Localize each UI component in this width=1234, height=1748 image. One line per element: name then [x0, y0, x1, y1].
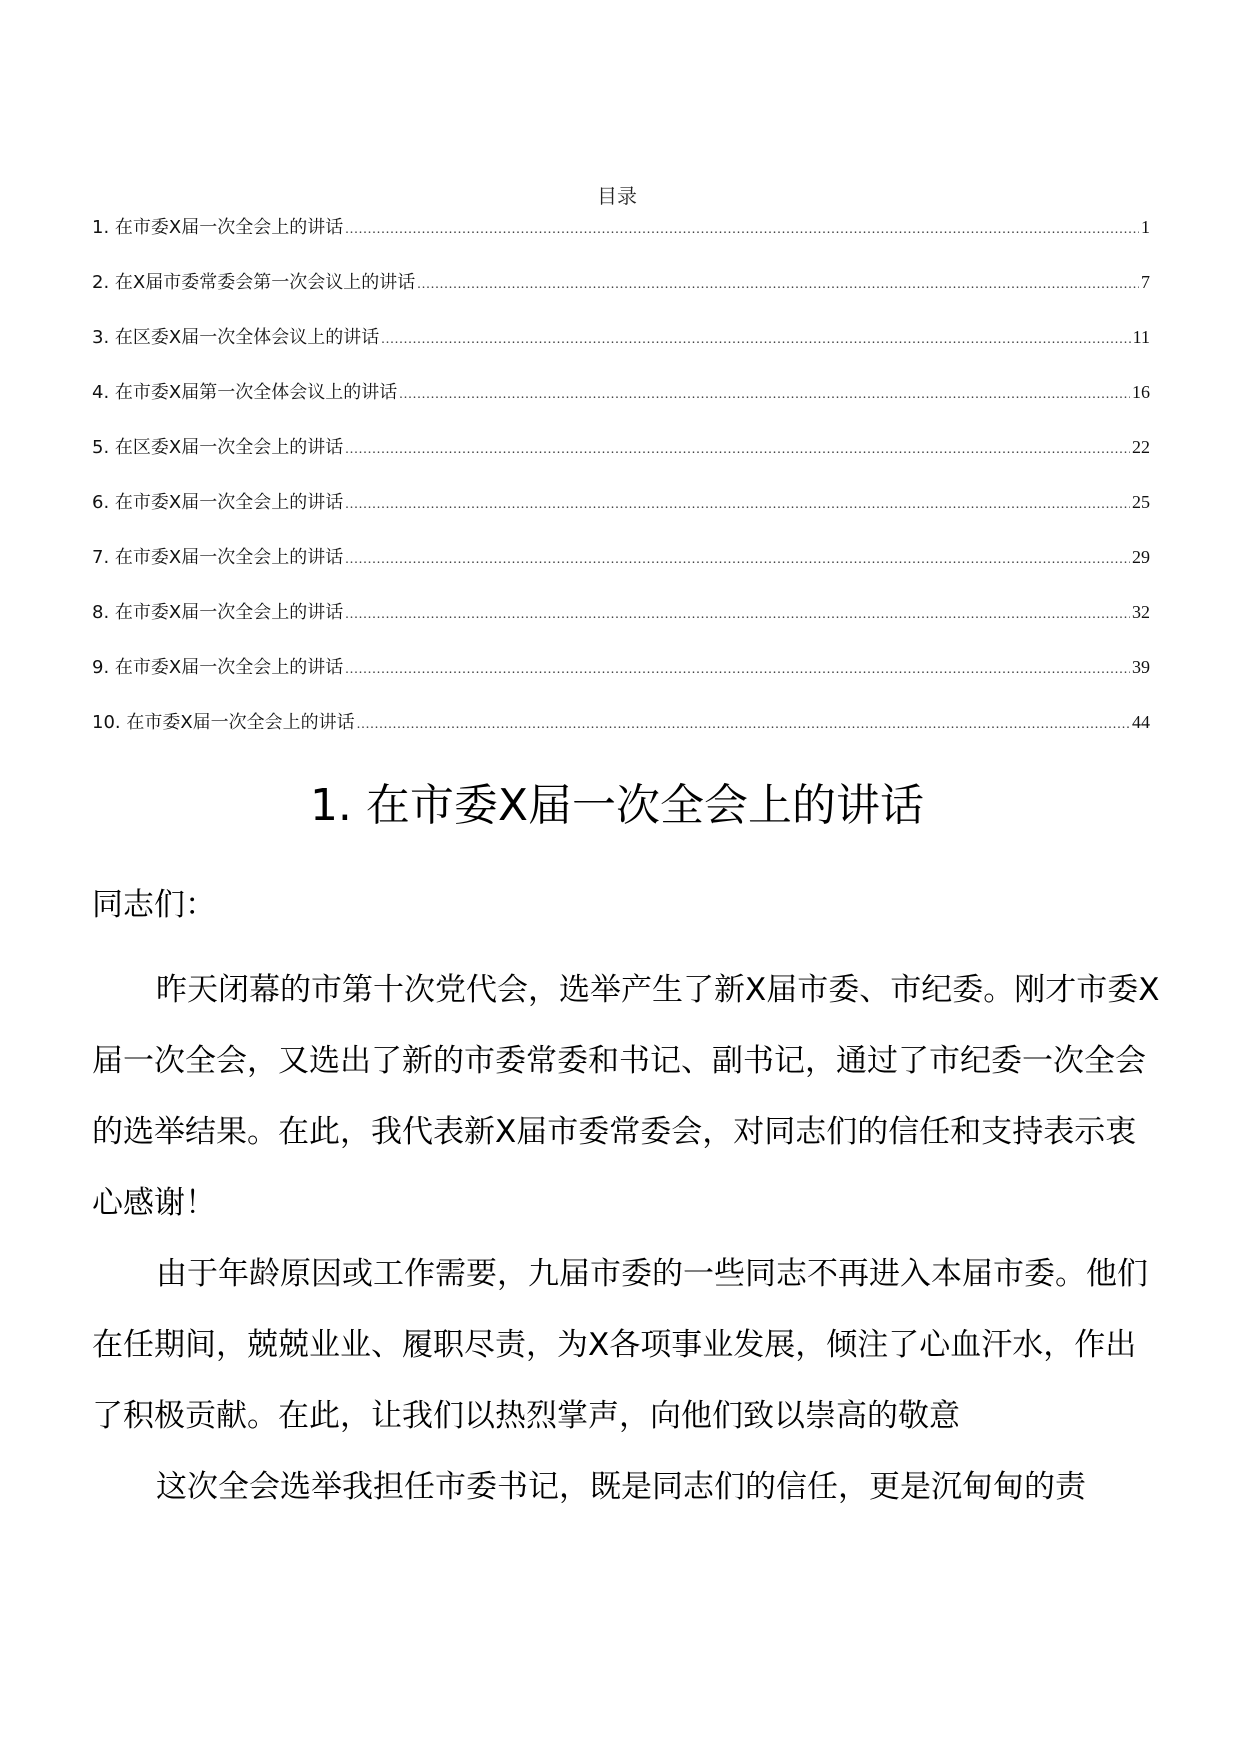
- body-paragraph: 由于年龄原因或工作需要，九届市委的一些同志不再进入本届市委。他们在任期间，兢兢业业、履职尽责，为X各项事业发展，倾注了心血汗水，作出了积极贡献。在此，让我们以热烈掌声，向他们致以崇高的敬意: [92, 1256, 1148, 1434]
- body-paragraph: 昨天闭幕的市第十次党代会，选举产生了新X届市委、市纪委。刚才市委X届一次全会，又选出了新的市委常委和书记、副书记，通过了市纪委一次全会的选举结果。在此，我代表新X届市委常委会，对同志们的信任和支持表示衷心感谢！: [92, 972, 1160, 1221]
- toc-entry-label: 8. 在市委X届一次全会上的讲话: [92, 602, 344, 623]
- toc-entry-page: 32: [1132, 602, 1150, 622]
- toc-dot-leader: [345, 492, 1130, 518]
- toc-dot-leader: [345, 437, 1130, 463]
- toc-dot-leader: [345, 602, 1130, 628]
- toc-entry-label: 1. 在市委X届一次全会上的讲话: [92, 217, 344, 238]
- toc-entry-page: 29: [1132, 547, 1150, 567]
- toc-entry[interactable]: [92, 489, 1150, 544]
- toc-entry-label: 10. 在市委X届一次全会上的讲话: [92, 712, 355, 733]
- toc-entry-page: 39: [1132, 657, 1150, 677]
- toc-dot-leader: [345, 217, 1139, 243]
- document-heading: 1. 在市委X届一次全会上的讲话: [309, 780, 925, 831]
- table-of-contents: [92, 214, 1150, 764]
- toc-entry-page: 7: [1141, 272, 1150, 292]
- toc-entry-page: 44: [1132, 712, 1150, 732]
- toc-dot-leader: [345, 657, 1130, 683]
- salutation: 同志们：: [92, 887, 216, 923]
- toc-entry[interactable]: [92, 599, 1150, 654]
- toc-entry-label: 7. 在市委X届一次全会上的讲话: [92, 547, 344, 568]
- toc-entry[interactable]: [92, 544, 1150, 599]
- toc-entry-label: 2. 在X届市委常委会第一次会议上的讲话: [92, 272, 416, 293]
- toc-entry-label: 6. 在市委X届一次全会上的讲话: [92, 492, 344, 513]
- toc-entry[interactable]: [92, 269, 1150, 324]
- body-paragraph: 这次全会选举我担任市委书记，既是同志们的信任，更是沉甸甸的责: [156, 1469, 1086, 1505]
- toc-entry[interactable]: [92, 214, 1150, 269]
- toc-dot-leader: [345, 547, 1130, 573]
- toc-entry-label: 3. 在区委X届一次全体会议上的讲话: [92, 327, 380, 348]
- toc-dot-leader: [381, 327, 1130, 353]
- toc-entry-page: 1: [1141, 217, 1150, 237]
- toc-entry[interactable]: [92, 379, 1150, 434]
- toc-entry[interactable]: [92, 654, 1150, 709]
- toc-dot-leader: [417, 272, 1139, 298]
- toc-entry-page: 22: [1132, 437, 1150, 457]
- toc-entry[interactable]: [92, 709, 1150, 764]
- document-body: [92, 955, 1164, 1523]
- toc-entry-label: 9. 在市委X届一次全会上的讲话: [92, 657, 344, 678]
- toc-dot-leader: [357, 712, 1130, 738]
- toc-entry-page: 16: [1132, 382, 1150, 402]
- toc-title: 目录: [597, 184, 637, 208]
- toc-dot-leader: [399, 382, 1130, 408]
- toc-entry[interactable]: [92, 434, 1150, 489]
- toc-entry-label: 4. 在市委X届第一次全体会议上的讲话: [92, 382, 398, 403]
- toc-entry[interactable]: [92, 324, 1150, 379]
- toc-entry-page: 11: [1132, 327, 1150, 347]
- toc-entry-page: 25: [1132, 492, 1150, 512]
- toc-entry-label: 5. 在区委X届一次全会上的讲话: [92, 437, 344, 458]
